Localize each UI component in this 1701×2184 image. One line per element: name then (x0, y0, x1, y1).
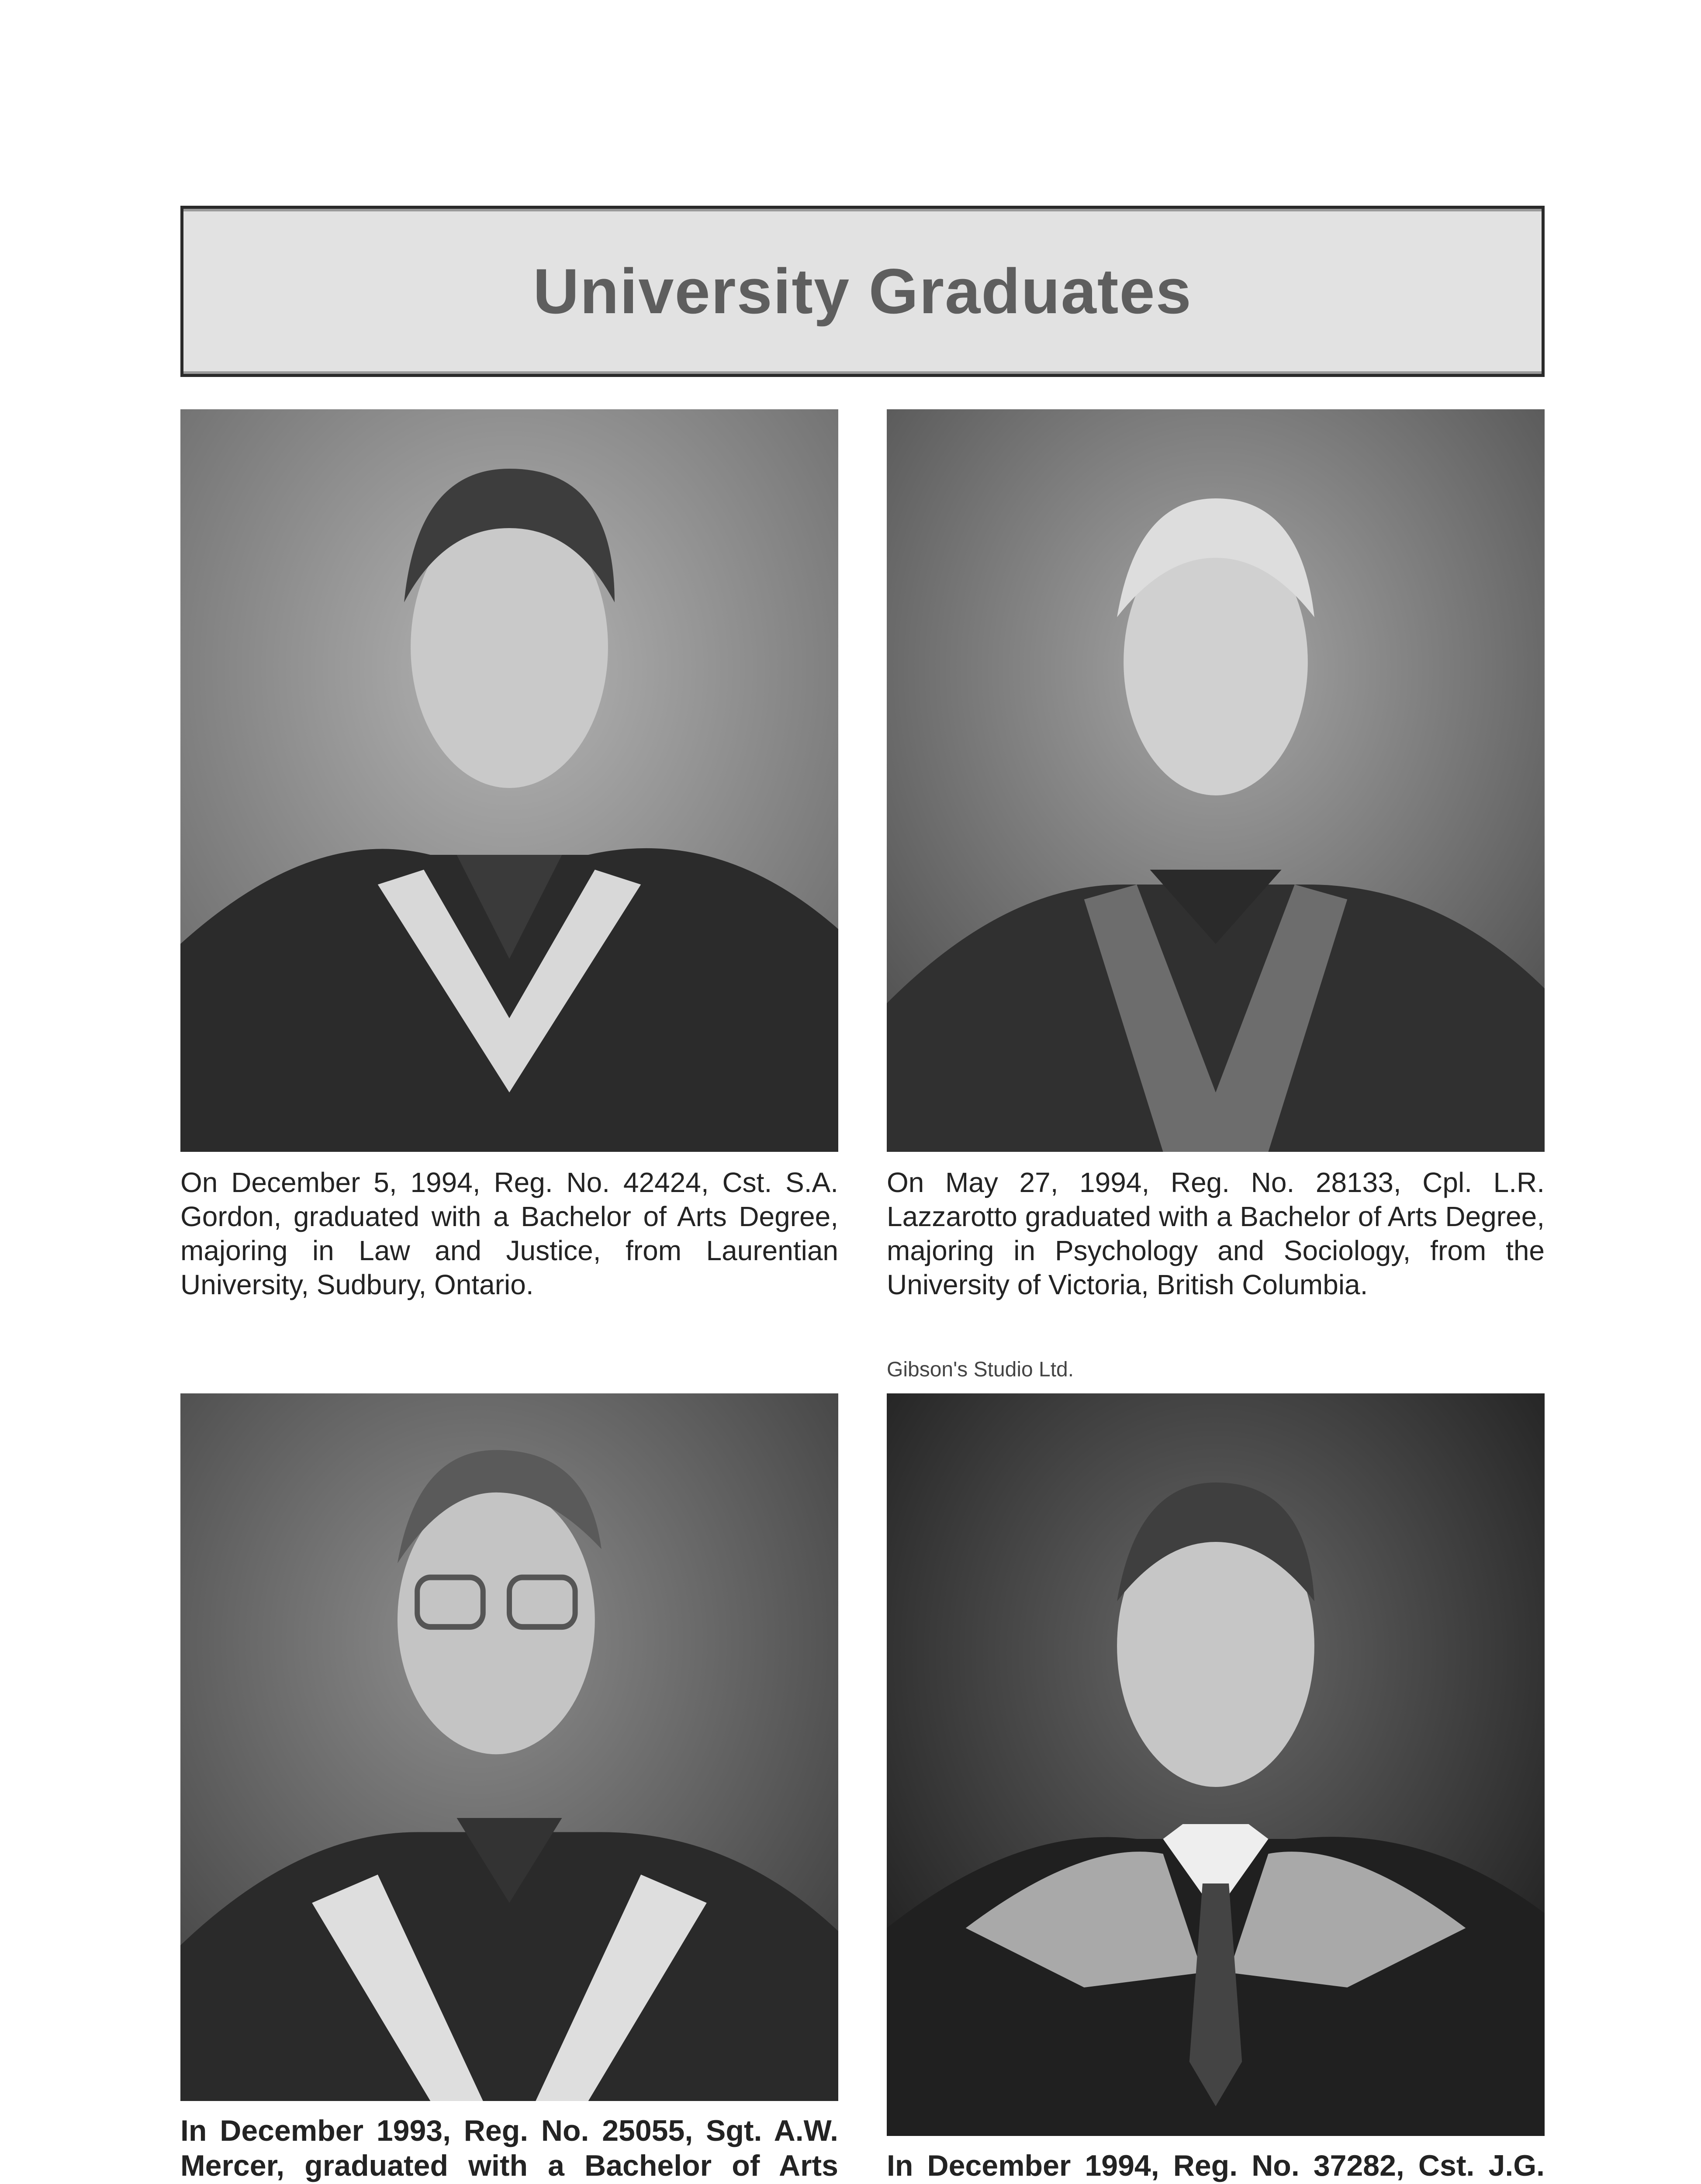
caption-peters: In December 1994, Reg. No. 37282, Cst. J.G. (887, 2149, 1545, 2182)
graduate-photo-mercer (180, 1393, 838, 2101)
portrait-gordon (180, 409, 838, 1152)
caption-gordon: On December 5, 1994, Reg. No. 42424, Cst. S.A. Gordon, graduated with a Bachelor of Arts Degree, majoring in Law and Justice, from Laurentian University, Sudbury, Ontario. (180, 1167, 838, 1300)
title-banner (180, 206, 1545, 377)
caption-mercer: In December 1993, Reg. No. 25055, Sgt. A.W. Mercer, graduated with a Bachelor of Arts (180, 2114, 838, 2182)
portrait-mercer (180, 1393, 838, 2101)
graduate-photo-gordon (180, 409, 838, 1152)
graduate-photo-lazzarotto (887, 409, 1545, 1152)
graduate-photo-peters (887, 1393, 1545, 2136)
portrait-lazzarotto (887, 409, 1545, 1152)
title-banner-inner (183, 209, 1542, 374)
portrait-peters (887, 1393, 1545, 2136)
caption-lazzarotto: On May 27, 1994, Reg. No. 28133, Cpl. L.R. Lazzarotto graduated with a Bachelor of Arts Degree, majoring in Psychology and Sociology, from the University of Victoria, British Columbia. (887, 1167, 1545, 1300)
page-title: University Graduates (533, 256, 1192, 327)
photo-credit-lazzarotto: Gibson's Studio Ltd. (887, 1358, 1074, 1381)
